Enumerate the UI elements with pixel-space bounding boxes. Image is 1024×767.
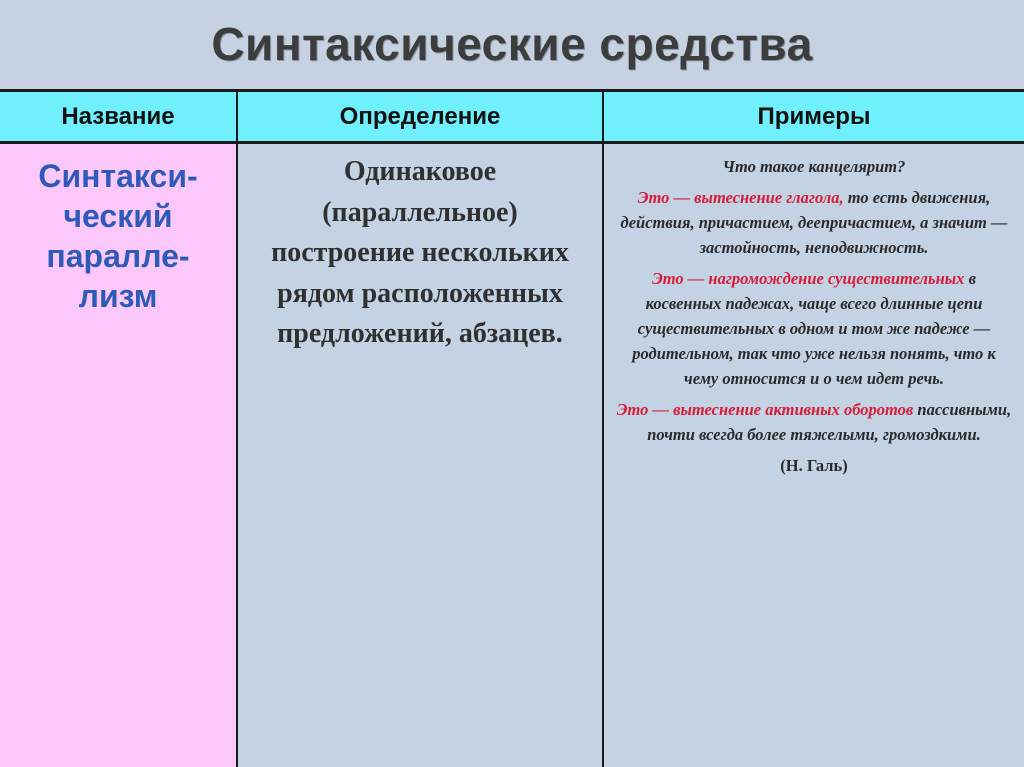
term-name [0, 156, 236, 316]
term-line-3: паралле- [46, 238, 190, 274]
example-paragraph-3 [616, 397, 1012, 447]
example-1-highlight: Это — вытеснение глагола, [637, 188, 844, 207]
example-question: Что такое канцелярит? [722, 157, 906, 176]
term-line-1: Синтакси- [38, 158, 198, 194]
example-2-highlight: Это — нагромождение существительных [652, 269, 965, 288]
example-source: (Н. Галь) [780, 456, 848, 475]
name-cell [0, 144, 236, 767]
example-paragraph-1 [616, 185, 1012, 260]
header-name: Название [0, 89, 236, 144]
definition-cell [236, 144, 602, 767]
slide-title: Синтаксические средства [211, 18, 813, 70]
example-1-rest: то есть движения, действия, причастием, деепричастием, а значит — застойность, неподвижность. [620, 188, 1008, 257]
example-2-rest: в косвенных падежах, чаще всего длинные цепи существительных в одном и том же падеже — родительном, так что уже нельзя понять, что к чему относится и о чем идет речь. [632, 269, 996, 388]
example-3-rest: пассивными, почти всегда более тяжелыми, громоздкими. [647, 400, 1012, 444]
header-examples: Примеры [602, 89, 1024, 144]
syntax-means-table [0, 89, 1024, 767]
term-line-2: ческий [63, 198, 173, 234]
example-paragraph-2 [616, 266, 1012, 391]
examples-cell [602, 144, 1024, 767]
header-definition: Определение [236, 89, 602, 144]
definition-text: Одинаковое (параллельное) построение нескольких рядом расположенных предложений, абзацев. [271, 156, 569, 349]
term-line-4: лизм [78, 278, 158, 314]
example-3-highlight: Это — вытеснение активных оборотов [616, 400, 914, 419]
examples-text [616, 154, 1012, 478]
